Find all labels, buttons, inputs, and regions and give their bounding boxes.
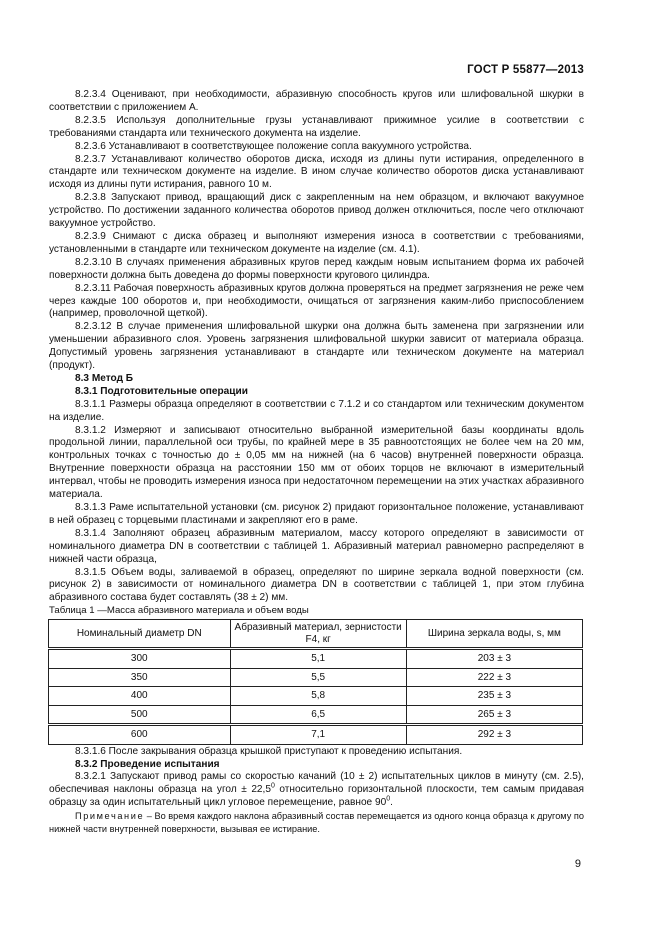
paragraph: 8.3.1.2 Измеряют и записывают относительно выбранной измерительной базы координаты вдоль продольной линии, параллельной оси трубы, по крайней мере в 35 равноотстоящих не более чем на 20 мм, контрольных точках с точностью до ± 0,05 мм на нижней (на 6 часов) внутренней поверхности образца. Внутренние поверхности образца на расстоянии 150 мм от обоих торцов не включают в измерительный интервал, чтобы не проводить измерения износа при недостаточном перемещении на этих участках абразивного материала.: [49, 424, 584, 501]
table-cell: 600: [49, 725, 231, 745]
text-run: относительно горизонтальной плоскости, тем самым придавая образцу за один испытательный цикл угловое перемещение, равное 90: [49, 784, 584, 809]
paragraph: 8.3.1.5 Объем воды, заливаемой в образец, определяют по ширине зеркала водной поверхности (см. рисунок 2) в зависимости от номинального диаметра DN в соответствии с таблицей 1, при этом глубина абразивного состава будет составлять (38 ± 2) мм.: [49, 566, 584, 604]
column-header: Номинальный диаметр DN: [49, 620, 231, 649]
paragraph: 8.2.3.12 В случае применения шлифовальной шкурки она должна быть заменена при загрязнении или уменьшении абразивного слоя. Уровень загрязнения шлифовальной шкурки зависит от материала образца. Допустимый уровень загрязнения устанавливают в стандарте или техническом документе на материал (продукт).: [49, 321, 584, 372]
paragraph: 8.3.1.4 Заполняют образец абразивным материалом, массу которого определяют в зависимости от номинального диаметра DN в соответствии с таблицей 1. Абразивный материал равномерно распределяют в нижней части образца,: [49, 527, 584, 565]
paragraph: 8.2.3.6 Устанавливают в соответствующее положение сопла вакуумного устройства.: [75, 140, 472, 152]
document-code: ГОСТ Р 55877—2013: [467, 64, 584, 76]
paragraph: 8.2.3.11 Рабочая поверхность абразивных кругов должна проверяться на предмет загрязнения не реже чем через каждые 100 оборотов и, при необходимости, очищаться от загрязнения каким-либо приспособлением (например, проволочной щеткой).: [49, 282, 584, 320]
degree-superscript: 0: [386, 795, 391, 803]
table-cell: 5,1: [230, 649, 406, 669]
subsection-heading: 8.3.1 Подготовительные операции: [75, 385, 248, 397]
table-cell: 400: [49, 687, 231, 706]
table-cell: 7,1: [230, 725, 406, 745]
table-cell: 350: [49, 668, 231, 687]
table-cell: 203 ± 3: [406, 649, 582, 669]
section-heading: 8.3 Метод Б: [75, 372, 134, 384]
table-row: [49, 649, 583, 669]
table-cell: 6,5: [230, 705, 406, 725]
table-cell: 300: [49, 649, 231, 669]
table-cell: 292 ± 3: [406, 725, 582, 745]
data-table: [48, 619, 583, 745]
paragraph: 8.3.1.1 Размеры образца определяют в соответствии с 7.1.2 и со стандартом или техническим документом на изделие.: [49, 398, 584, 423]
text-run: .: [390, 797, 393, 809]
table-cell: 5,8: [230, 687, 406, 706]
paragraph: 8.2.3.10 В случаях применения абразивных кругов перед каждым новым испытанием форма их рабочей поверхности должна быть доведена до формы поверхности кругового цилиндра.: [49, 256, 584, 281]
table-row: [49, 687, 583, 706]
paragraph: 8.2.3.5 Используя дополнительные грузы устанавливают прижимное усилие в соответствии с требованиями стандарта или технического документа на изделие.: [49, 114, 584, 139]
paragraph: 8.2.3.7 Устанавливают количество оборотов диска, исходя из длины пути истирания, определенного в стандарте или техническом документе на изделие. В ином случае количество оборотов диска устанавливают исходя из длины пути истирания, равного 10 м.: [49, 153, 584, 191]
subsection-heading: 8.3.2 Проведение испытания: [75, 758, 220, 770]
table-cell: 500: [49, 705, 231, 725]
table-header-row: [49, 620, 583, 649]
table-row: [49, 705, 583, 725]
paragraph: 8.3.1.6 После закрывания образца крышкой приступают к проведению испытания.: [75, 745, 463, 757]
table-cell: 222 ± 3: [406, 668, 582, 687]
paragraph: 8.2.3.8 Запускают привод, вращающий диск с закрепленным на нем образцом, и включают вакуумное устройство. По достижении заданного количества оборотов привод должен отключиться, после чего отключают вакуумное устройство.: [49, 192, 584, 230]
note-text: – Во время каждого наклона абразивный состав перемещается из одного конца образца к другому по нижней части внутренней поверхности, вызывая ее истирание.: [49, 811, 584, 834]
paragraph: 8.2.3.4 Оценивают, при необходимости, абразивную способность кругов или шлифовальной шкурки в соответствии с приложением А.: [49, 89, 584, 113]
body-text: [49, 89, 584, 835]
paragraph: [49, 771, 584, 810]
column-header: Ширина зеркала воды, s, мм: [406, 620, 582, 649]
degree-superscript: 0: [270, 783, 275, 791]
table-row: [49, 668, 583, 687]
note: [49, 810, 584, 835]
text-run: 8.3.2.1 Запускают привод рамы со скоростью качаний (10 ± 2) испытательных циклов в минуту (см. 2.5), обеспечивая наклоны образца на угол ± 22,5: [49, 771, 584, 796]
paragraph: 8.2.3.9 Снимают с диска образец и выполняют измерения износа в соответствии с требованиями, установленными в стандарте или техническом документе на изделие (см. 4.1).: [49, 230, 584, 255]
table-cell: 5,5: [230, 668, 406, 687]
page-number: 9: [574, 858, 581, 870]
paragraph: 8.3.1.3 Раме испытательной установки (см. рисунок 2) придают горизонтальное положение, устанавливают в ней образец с торцевыми пластинами и закрепляют его в раме.: [49, 502, 584, 526]
table-cell: 235 ± 3: [406, 687, 582, 706]
note-label: Примечание: [75, 811, 145, 822]
table-row: [49, 725, 583, 745]
column-header: Абразивный материал, зернистости F4, кг: [230, 620, 406, 649]
table-caption: Таблица 1 —Масса абразивного материала и объем воды: [49, 605, 309, 617]
table-cell: 265 ± 3: [406, 705, 582, 725]
